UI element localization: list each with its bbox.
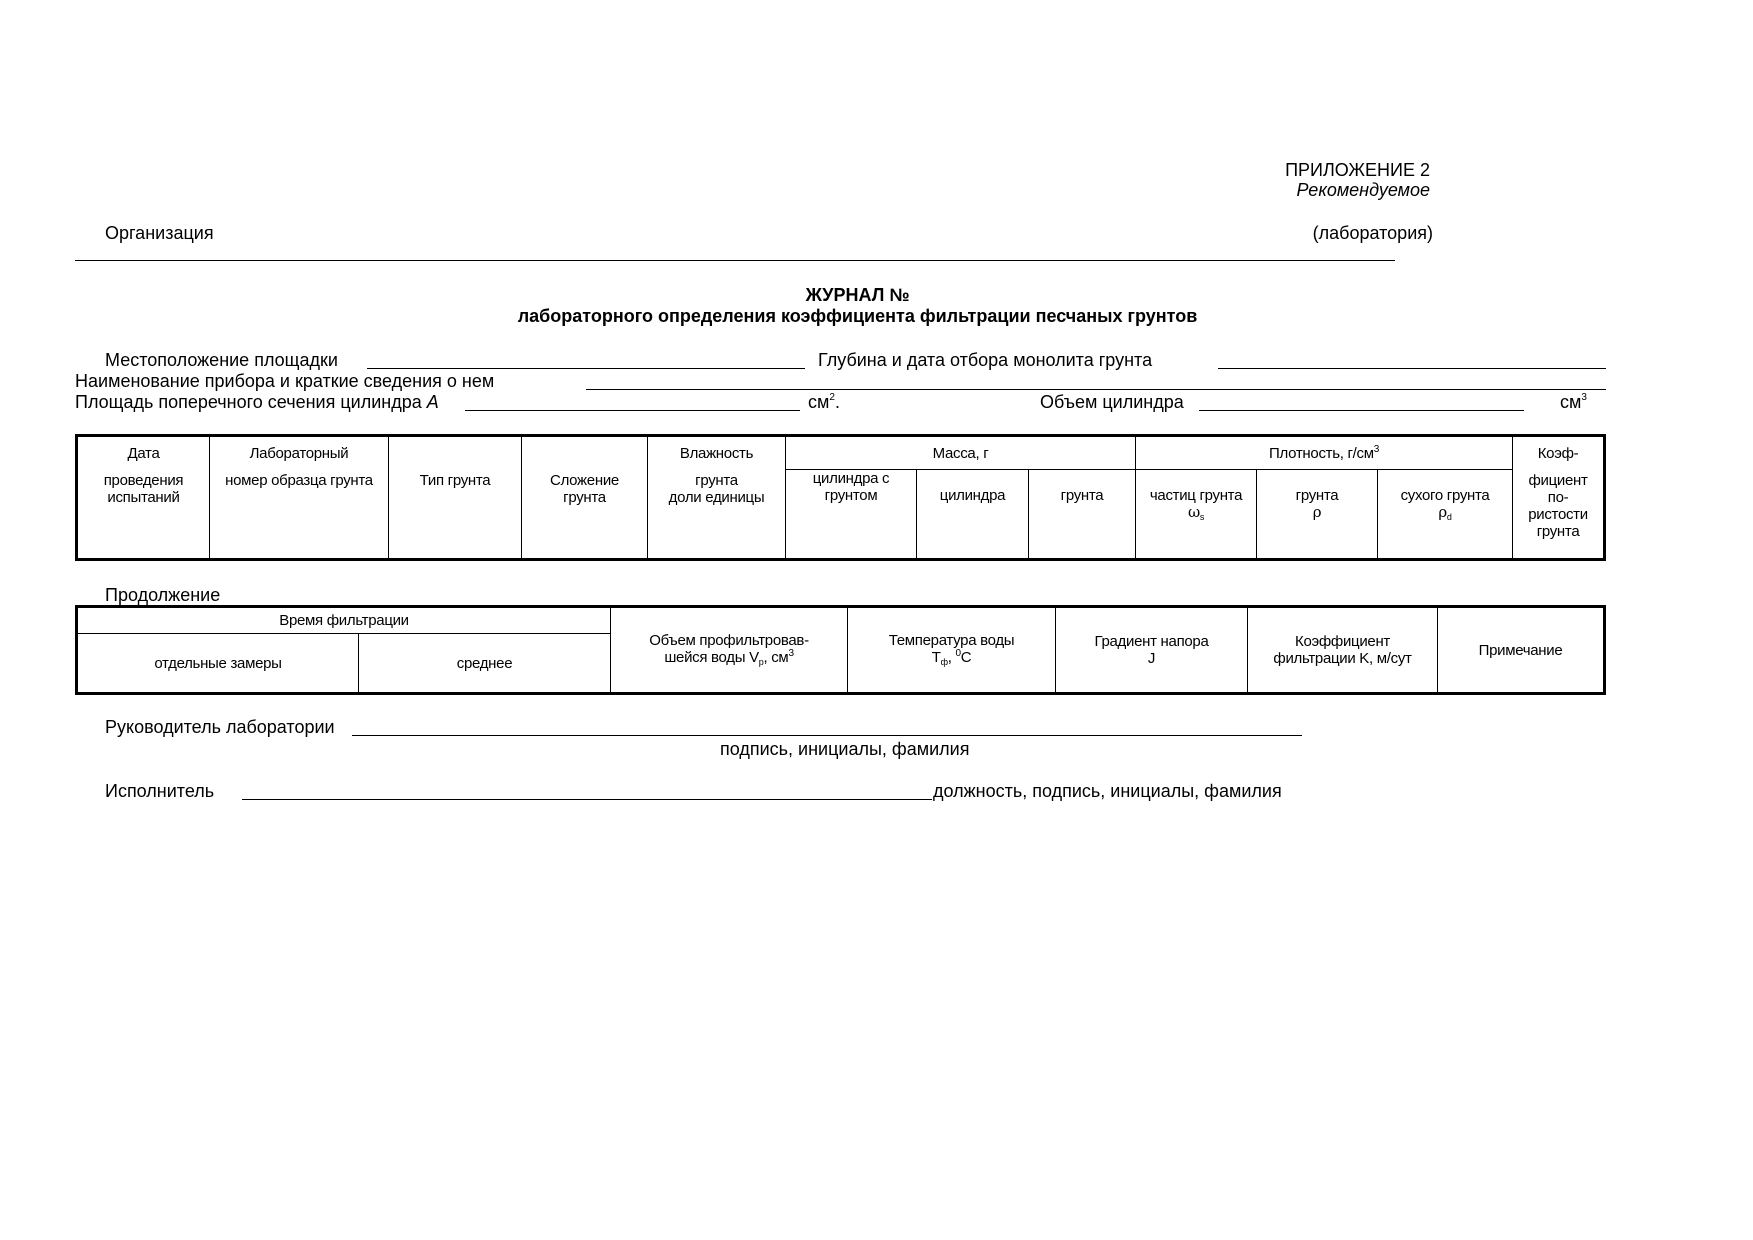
- executor-hint: должность, подпись, инициалы, фамилия: [933, 781, 1282, 801]
- col-filtration-coefficient: Коэффициент фильтрации K, м/сут: [1248, 607, 1438, 694]
- site-location-label: Местоположение площадки: [105, 350, 338, 370]
- col-note: Примечание: [1438, 607, 1605, 694]
- continuation-label: Продолжение: [105, 585, 221, 605]
- col-moisture-header: грунта доли единицы: [648, 470, 786, 560]
- col-mass-cylinder-soil: цилиндра с грунтом: [786, 470, 917, 560]
- lab-head-signature-line[interactable]: [352, 735, 1302, 736]
- lab-hint: (лаборатория): [1312, 223, 1433, 243]
- cross-section-variable: А: [426, 392, 439, 412]
- depth-date-label: Глубина и дата отбора монолита грунта: [818, 350, 1153, 370]
- cross-section-label: Площадь поперечного сечения цилиндра А: [75, 392, 439, 412]
- volume-label: Объем цилиндра: [1040, 392, 1184, 412]
- density-group-header: Плотность, $г/см^3$: [1136, 436, 1513, 470]
- volume-unit: $см^3$: [1560, 392, 1587, 412]
- organization-label: Организация: [105, 223, 214, 243]
- col-individual-measurements: отдельные замеры: [77, 634, 359, 694]
- col-moisture-header-top: Влажность: [648, 436, 786, 470]
- col-sample-header: номер образца грунта: [210, 470, 389, 560]
- area-unit: $см^2$.: [808, 392, 840, 412]
- device-name-line[interactable]: [586, 389, 1606, 390]
- col-porosity-header-top: Коэф-: [1513, 436, 1605, 470]
- volume-line[interactable]: [1199, 410, 1524, 411]
- col-porosity-header: фициент по- ристости грунта: [1513, 470, 1605, 560]
- col-filtered-volume: Объем профильтровав- шейся воды $V_p$, $см^3$: [611, 607, 848, 694]
- recommended-label: Рекомендуемое: [1296, 180, 1430, 200]
- col-mass-cylinder: цилиндра: [917, 470, 1029, 560]
- col-date-header: проведения испытаний: [77, 470, 210, 560]
- appendix-label: ПРИЛОЖЕНИЕ 2: [1285, 160, 1430, 180]
- lab-head-hint: подпись, инициалы, фамилия: [720, 739, 970, 759]
- organization-line[interactable]: [75, 260, 1395, 261]
- executor-label: Исполнитель: [105, 781, 215, 801]
- col-soil-type-header: Тип грунта: [389, 470, 522, 560]
- col-pressure-gradient: Градиент напора J: [1056, 607, 1248, 694]
- depth-date-line[interactable]: [1218, 368, 1606, 369]
- col-sample-header-top: Лабораторный: [210, 436, 389, 470]
- journal-table: [75, 434, 1606, 561]
- lab-head-label: Руководитель лаборатории: [105, 717, 335, 737]
- cross-section-line[interactable]: [465, 410, 800, 411]
- col-date-header-top: Дата: [77, 436, 210, 470]
- filtration-time-group: Время фильтрации: [77, 607, 611, 634]
- mass-group-header: Масса, г: [786, 436, 1136, 470]
- device-name-label: Наименование прибора и краткие сведения о нем: [75, 371, 495, 391]
- journal-title: ЖУРНАЛ №: [805, 285, 910, 305]
- continuation-table: [75, 605, 1606, 695]
- site-location-line[interactable]: [367, 368, 805, 369]
- executor-signature-line[interactable]: [242, 799, 932, 800]
- col-average: среднее: [359, 634, 611, 694]
- col-dry-density: сухого грунта $\rho_d$: [1378, 470, 1513, 560]
- col-soil-density: грунта ρ: [1257, 470, 1378, 560]
- col-mass-soil: грунта: [1029, 470, 1136, 560]
- journal-subtitle: лабораторного определения коэффициента фильтрации песчаных грунтов: [517, 306, 1198, 326]
- col-particle-density: частиц грунта $\omega_s$: [1136, 470, 1257, 560]
- col-water-temperature: Температура воды $T_ф$, $^0$С: [848, 607, 1056, 694]
- col-composition-header: Сложение грунта: [522, 470, 648, 560]
